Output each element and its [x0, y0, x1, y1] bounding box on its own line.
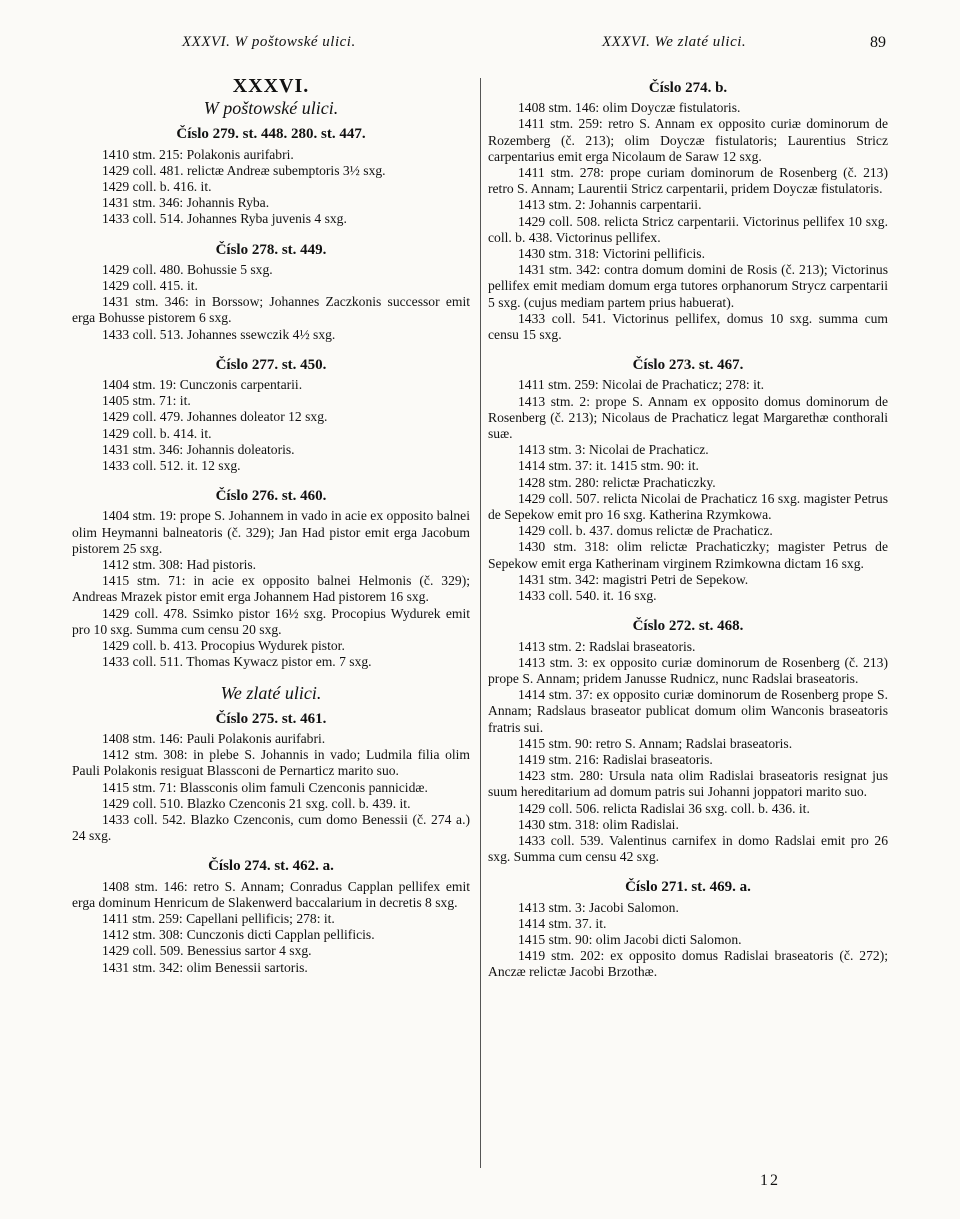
- left-house-list-after: [72, 711, 470, 976]
- record-entry: 1431 stm. 342: olim Benessii sartoris.: [102, 959, 308, 975]
- record-entry: 1431 stm. 342: contra domum domini de Rosis (č. 213); Victorinus pellifex emit mediam domum erga tutores orphanorum Strycz carpentarii 5 sxg. (cujus mediam partem prius habuerat).: [488, 262, 888, 310]
- record-entry: 1429 coll. 478. Ssimko pistor 16½ sxg. Procopius Wydurek emit pro 10 sxg. Summa cum censu 20 sxg.: [72, 605, 470, 637]
- record-entry: 1414 stm. 37: it. 1415 stm. 90: it.: [518, 458, 699, 474]
- record-entry: 1429 coll. 506. relicta Radislai 36 sxg. coll. b. 436. it.: [518, 800, 810, 816]
- record-entry: 1415 stm. 90: retro S. Annam; Radslai braseatoris.: [518, 735, 793, 751]
- record-entry: 1429 coll. 508. relicta Stricz carpentarii. Victorinus pellifex 10 sxg. coll. b. 438. Victorinus pellifex.: [488, 213, 888, 245]
- record-entry: 1433 coll. 511. Thomas Kywacz pistor em. 7 sxg.: [102, 654, 372, 670]
- record-entry: 1408 stm. 146: Pauli Polakonis aurifabri.: [102, 730, 326, 746]
- record-entry: 1415 stm. 90: olim Jacobi dicti Salomon.: [518, 931, 742, 947]
- house-heading: Číslo 274. st. 462. a.: [208, 858, 334, 875]
- record-entry: 1413 stm. 3: Nicolai de Prachaticz.: [518, 442, 709, 458]
- house-heading: Číslo 279. st. 448. 280. st. 447.: [176, 126, 366, 143]
- record-list: [72, 262, 470, 343]
- record-entry: 1433 coll. 542. Blazko Czenconis, cum domo Benessii (č. 274 a.) 24 sxg.: [72, 811, 470, 844]
- record-entry: 1405 stm. 71: it.: [102, 393, 191, 409]
- record-entry: 1413 stm. 2: Radslai braseatoris.: [518, 638, 696, 654]
- record-entry: 1412 stm. 308: Cunczonis dicti Capplan pellificis.: [102, 927, 375, 943]
- house-heading: Číslo 276. st. 460.: [215, 488, 327, 505]
- record-entry: 1423 stm. 280: Ursula nata olim Radislai braseatoris resignat jus suum hereditarium ad domum patris sui Johanni joppatori marito suo.: [488, 768, 888, 800]
- record-entry: 1431 stm. 346: in Borssow; Johannes Zaczkonis successor emit erga Bohusse pistorem 6 sxg.: [72, 294, 470, 326]
- page-number: 89: [870, 34, 886, 51]
- house-heading: Číslo 273. st. 467.: [632, 357, 744, 374]
- record-entry: 1429 coll. 415. it.: [102, 278, 198, 294]
- record-list: [488, 377, 888, 604]
- record-entry: 1431 stm. 342: magistri Petri de Sepekow.: [518, 571, 749, 587]
- record-entry: 1408 stm. 146: olim Doyczæ fistulatoris.: [518, 100, 741, 116]
- record-entry: 1429 coll. 481. relictæ Andreæ subemptoris 3½ sxg.: [102, 162, 386, 178]
- house-entry: [488, 357, 888, 604]
- house-entry: [488, 80, 888, 343]
- record-entry: 1433 coll. 512. it. 12 sxg.: [102, 458, 241, 474]
- record-entry: 1419 stm. 216: Radislai braseatoris.: [518, 751, 713, 767]
- record-entry: 1429 coll. b. 437. domus relictæ de Prachaticz.: [518, 523, 773, 539]
- record-list: [488, 900, 888, 981]
- record-entry: 1430 stm. 318: olim Radislai.: [518, 816, 679, 832]
- record-entry: 1430 stm. 318: Victorini pellificis.: [518, 246, 705, 262]
- record-entry: 1411 stm. 259: retro S. Annam ex opposito curiæ dominorum de Rozemberg (č. 213); olim Doyczæ fistulatoris; Laurentius Stricz carpentarius emit erga Nicolaum de Saraw 12 sxg.: [488, 116, 888, 164]
- record-list: [488, 639, 888, 866]
- house-heading: Číslo 271. st. 469. a.: [625, 879, 751, 896]
- house-entry: [72, 126, 470, 227]
- record-entry: 1414 stm. 37. it.: [518, 915, 607, 931]
- record-entry: 1413 stm. 3: Jacobi Salomon.: [518, 899, 679, 915]
- record-list: [488, 100, 888, 343]
- record-entry: 1411 stm. 259: Nicolai de Prachaticz; 278: it.: [518, 377, 765, 393]
- record-list: [72, 377, 470, 474]
- record-list: [72, 508, 470, 670]
- record-entry: 1429 coll. 479. Johannes doleator 12 sxg.: [102, 409, 328, 425]
- record-entry: 1430 stm. 318: olim relictæ Prachaticzky; magister Petrus de Sepekow emit erga Katherinam virginem Rzimkowna dictam 16 sxg.: [488, 539, 888, 571]
- record-entry: 1413 stm. 2: Johannis carpentarii.: [518, 197, 702, 213]
- record-entry: 1429 coll. b. 413. Procopius Wydurek pistor.: [102, 638, 345, 654]
- record-list: [72, 731, 470, 844]
- house-entry: [72, 357, 470, 474]
- house-entry: [488, 618, 888, 865]
- house-heading: Číslo 272. st. 468.: [632, 618, 744, 635]
- record-entry: 1429 coll. 510. Blazko Czenconis 21 sxg. coll. b. 439. it.: [102, 795, 411, 811]
- column-divider: [480, 78, 481, 1168]
- record-entry: 1431 stm. 346: Johannis doleatoris.: [102, 441, 295, 457]
- left-column: [72, 70, 470, 990]
- running-head-right: XXXVI. We zlaté ulici.: [602, 34, 747, 50]
- record-entry: 1404 stm. 19: prope S. Johannem in vado in acie ex opposito balnei olim Heymanni balneatoris (č. 329); Jan Had pistor emit erga Jacobum pistorem 25 sxg.: [72, 508, 470, 556]
- house-entry: [72, 858, 470, 975]
- record-entry: 1433 coll. 514. Johannes Ryba juvenis 4 sxg.: [102, 211, 347, 227]
- house-heading: Číslo 274. b.: [648, 80, 728, 96]
- record-list: [72, 879, 470, 976]
- right-column: [488, 70, 888, 995]
- record-entry: 1413 stm. 3: ex opposito curiæ dominorum de Rosenberg (č. 213) prope S. Annam; pridem Janusse Rudnicz, nunc Radslai braseatoris.: [488, 654, 888, 686]
- record-entry: 1404 stm. 19: Cunczonis carpentarii.: [102, 377, 303, 393]
- record-entry: 1428 stm. 280: relictæ Prachaticzky.: [518, 474, 716, 490]
- house-heading: Číslo 278. st. 449.: [215, 241, 327, 258]
- record-entry: 1429 coll. b. 414. it.: [102, 425, 212, 441]
- section-title: W poštowské ulici.: [203, 98, 339, 119]
- record-entry: 1433 coll. 541. Victorinus pellifex, domus 10 sxg. summa cum censu 15 sxg.: [488, 310, 888, 343]
- record-entry: 1419 stm. 202: ex opposito domus Radislai braseatoris (č. 272); Anczæ relictæ Jacobi Brzothæ.: [488, 948, 888, 980]
- record-entry: 1429 coll. 507. relicta Nicolai de Prachaticz 16 sxg. magister Petrus de Sepekow emit pro 16 sxg. Katherina Rzymkowa.: [488, 490, 888, 523]
- record-entry: 1411 stm. 259: Capellani pellificis; 278: it.: [102, 910, 335, 926]
- house-heading: Číslo 275. st. 461.: [215, 710, 327, 727]
- record-entry: 1412 stm. 308: in plebe S. Johannis in vado; Ludmila filia olim Pauli Polakonis resiguat Blassconi de Pernarticz marito suo.: [72, 747, 470, 779]
- record-entry: 1414 stm. 37: ex opposito curiæ dominorum de Rosenberg prope S. Annam; Radslaus braseator publicat domum olim Wanconis braseatoris fratris sui.: [488, 687, 888, 735]
- record-entry: 1415 stm. 71: in acie ex opposito balnei Helmonis (č. 329); Andreas Mrazek pistor emit erga Johannem Had pistorem 16 sxg.: [72, 573, 470, 605]
- record-entry: 1411 stm. 278: prope curiam dominorum de Rosenberg (č. 213) retro S. Annam; Laurentii Stricz carpentarii, pridem Doyczæ fistulatoris.: [488, 165, 888, 197]
- house-heading: Číslo 277. st. 450.: [215, 356, 327, 373]
- record-entry: 1413 stm. 2: prope S. Annam ex opposito domus dominorum de Rosenberg (č. 213); Nicolaus de Prachaticz legat Margarethæ conthorali suæ.: [488, 393, 888, 442]
- record-entry: 1415 stm. 71: Blassconis olim famuli Czenconis pannicidæ.: [102, 779, 428, 795]
- record-entry: 1433 coll. 540. it. 16 sxg.: [518, 588, 657, 604]
- record-entry: 1429 coll. 480. Bohussie 5 sxg.: [102, 261, 273, 277]
- house-entry: [72, 488, 470, 670]
- left-house-list: [72, 126, 470, 670]
- record-list: [72, 147, 470, 228]
- record-entry: 1410 stm. 215: Polakonis aurifabri.: [102, 146, 294, 162]
- record-entry: 1433 coll. 513. Johannes ssewczik 4½ sxg.: [102, 326, 336, 342]
- house-entry: [72, 711, 470, 845]
- right-house-list: [488, 80, 888, 981]
- record-entry: 1412 stm. 308: Had pistoris.: [102, 557, 257, 573]
- record-entry: 1431 stm. 346: Johannis Ryba.: [102, 195, 270, 211]
- house-entry: [72, 242, 470, 343]
- house-entry: [488, 879, 888, 980]
- signature-mark: 12: [760, 1172, 780, 1189]
- record-entry: 1429 coll. 509. Benessius sartor 4 sxg.: [102, 943, 312, 959]
- record-entry: 1408 stm. 146: retro S. Annam; Conradus Capplan pellifex emit erga dominum Henricum de Slakenwerd baccalarium in decretis 8 sxg.: [72, 878, 470, 910]
- running-head-left: XXXVI. W poštowské ulici.: [182, 34, 356, 50]
- record-entry: 1429 coll. b. 416. it.: [102, 179, 212, 195]
- record-entry: 1433 coll. 539. Valentinus carnifex in domo Radslai emit pro 26 sxg. Summa cum censu 42 sxg.: [488, 832, 888, 865]
- section-number: XXXVI.: [232, 75, 310, 97]
- street-title: We zlaté ulici.: [220, 682, 322, 703]
